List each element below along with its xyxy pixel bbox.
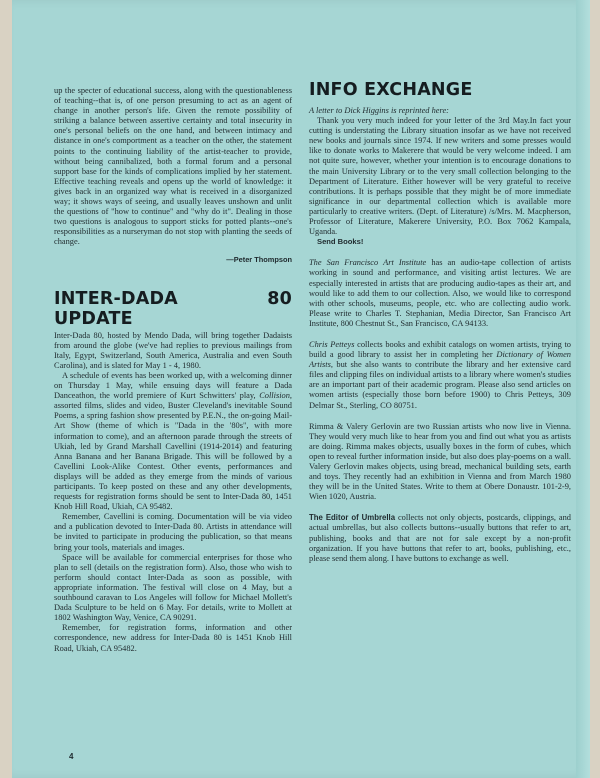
sfai-text: has an audio-tape collection of artists working in sound and performance, and visiting artist lectures. We are especially interested in artists that are producing audio-tapes as their art, and would like to add them to our collection. Also, we would like to correspond with other schools, museums, people, etc. who are collecting audio work. Please write to Charles T. Stephanian, Media Director, San Francisco Art Institute, 800 Chestnut St., San Francisco, CA 94133.	[309, 258, 571, 328]
umbrella-text: collects not only objects, postcards, clippings, and actual umbrellas, but also collects buttons--usually buttons that refer to art, publishing, books and that are not for sale except by a non-profit organization. If you have buttons that refer to art, books, publishing, etc., please send them along. I have buttons to exchange as well.	[309, 513, 571, 563]
sfai-name: The San Francisco Art Institute	[309, 258, 427, 268]
inter-dada-paragraph-3: Remember, Cavellini is coming. Documentation will be via video and a publication devoted to Inter-Dada 80. Artists in attendance will be invited to participate in producing the publication, so that means bring your tools, materials and images.	[54, 512, 292, 552]
inter-dada-p2-rest: , assorted films, slides and video, Buster Cleveland's inevitable Sound Poems, a spring fashion show presented by P.E.N., the on-going Mail-Art Show (theme of which is "Dada in the '80s", with more information to come), and an afternoon parade through the streets of Ukiah, led by Grand Marshall Cavellini (1914-2014) and featuring Anna Banana and her Banana Brigade. This will be followed by a Cavellini Look-Alike Contest. Other events, performances and displays will be added as they emerge from the minds of various participants. To keep posted on these and any other developments, requests for registration forms should be sent to Inter-Dada 80, 1451 Knob Hill Road, Ukiah, CA 95482.	[54, 391, 292, 512]
essay-signature: —Peter Thompson	[226, 254, 292, 264]
magazine-page	[12, 0, 590, 778]
play-title: Collision	[259, 391, 290, 401]
petteys-text-a: collects books and exhibit catalogs on women artists, trying to build a good library to assist her in completing her	[309, 339, 571, 360]
petteys-name: Chris Petteys	[309, 339, 355, 349]
petteys-text-b: , but she also wants to contribute the library and her extensive card files and clipping files on individual artists to a library where women's studies are an important part of their academic program. Please also send articles on women artists (especially those born before 1900) to Chris Petteys, 309 Delmar St., Sterling, CO 80751.	[309, 360, 571, 410]
dictionary-title: Dictionary of Women Artists	[309, 350, 571, 370]
letter-text: Thank you very much indeed for your letter of the 3rd May.In fact your cutting is understating the Library situation insofar as we have not received new books and journals since 1974. If new writers and some presses would like to donate works to Makerere that would be very welcome indeed. I am not quite sure, however, whether your intention is to encourage donations to the main University Library or to the very small collection belonging to the Department of Literature. Either however will be very grateful to receive contributions. It is perhaps possible that they might be of more immediate significance in our departmental collection which is available more particularly to creative writers. (Dept. of Literature) /s/Mrs. M. Macpherson, Professor of Literature, Makerere University, P.O. Box 7062 Kampala, Uganda.	[309, 116, 571, 237]
umbrella-notice	[309, 513, 571, 563]
letter-intro: A letter to Dick Higgins is reprinted here:	[309, 106, 449, 115]
petteys-notice	[309, 340, 571, 411]
inter-dada-paragraph-1: Inter-Dada 80, hosted by Mendo Dada, will bring together Dadaists from around the globe (we've had replies to previous mailings from Italy, Egypt, Switzerland, South America, Australia and even South Carolina), and is slated for May 1 - 4, 1980.	[54, 330, 292, 370]
spacer	[309, 502, 571, 513]
sfai-notice	[309, 258, 571, 329]
inter-dada-paragraph-5: Remember, for registration forms, information and other correspondence, new address for Inter-Dada 80 is 1451 Knob Hill Road, Ukiah, CA 95482.	[54, 623, 292, 653]
gerlovin-notice: Rimma & Valery Gerlovin are two Russian artists who now live in Vienna. They would very much like to hear from you and find out what you as artists are doing. Rimma makes objects, usually boxes in the form of cubes, which open to reveal further information inside, but also does play-poems on a wall. Valery Gerlovin makes objects, using bread, mechanical building sets, earth and toys. They recently had an exhibition in Vienna and from March 1980 they will be in the United States. Write to them at Obere Donaustr. 101-2-9, Wien 1020, Austria.	[309, 421, 571, 502]
inter-dada-paragraph-2	[54, 371, 292, 512]
left-column	[54, 86, 292, 654]
page-spine	[576, 0, 590, 778]
info-exchange-heading: INFO EXCHANGE	[309, 80, 473, 100]
inter-dada-p2-start: A schedule of events has been worked up, with a welcoming dinner on Thursday 1 May, while ensuing days will feature a Dada Danceathon, the world premiere of Kurt Schwitters' play,	[54, 370, 292, 401]
essay-continuation: up the specter of educational success, along with the questionableness of teaching--that is, of one person presuming to act as an agent of change in another person's life. Given the remote possibility of striking a balance between assertive certainty and total insecurity in one's personal beliefs on the one hand, and between intimacy and distance in one's comportment as a teacher on the other, the statement points to the continuing liability of the artist-teacher to provide, without being cannibalized, both a formal forum and a personal support base for the kinds of complications implied by her statement. Effective teaching reveals and opens up the world of knowledge: it gives back in an organized way what is received in a disorganized way; it shows ways of seeing, and usually leaves unshown and unlit the questions of "how to continue" and "why do it". Dealing in those two questions is analogous to support sticks for potted plants--one's responsibilities as a nurseryman do not stop with planting the seeds of change.	[54, 86, 292, 247]
right-column	[309, 80, 571, 564]
inter-dada-heading: INTER-DADA 80 UPDATE	[54, 288, 292, 329]
page-number: 4	[69, 752, 74, 761]
send-books-line: Send Books!	[317, 237, 364, 247]
inter-dada-paragraph-4: Space will be available for commercial enterprises for those who plan to sell (details on the registration form). Also, those who wish to perform should contact Inter-Dada as soon as possible, with appropriate information. The festival will close on 4 May, but a southbound caravan to Los Angeles will follow for Michael Mollett's Dada Sculpture to be held on 6 May. For details, write to Mollett at 1802 Washington Way, Venice, CA 90291.	[54, 552, 292, 623]
spacer	[309, 411, 571, 422]
umbrella-editor: The Editor of Umbrella	[309, 513, 396, 523]
spacer	[309, 329, 571, 340]
spacer	[309, 247, 571, 258]
